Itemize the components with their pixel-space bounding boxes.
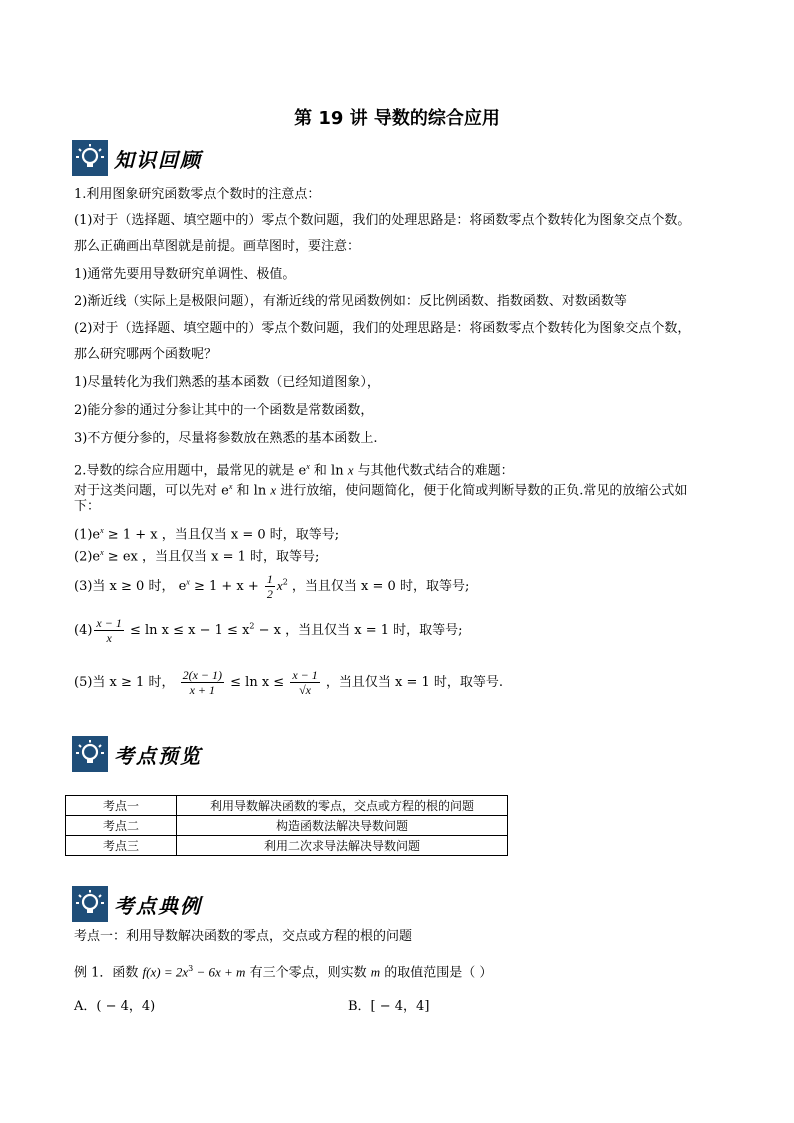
section-header-preview bbox=[72, 734, 202, 774]
formula-3-x: x bbox=[276, 578, 283, 593]
para-1: 1.利用图象研究函数零点个数时的注意点： bbox=[74, 187, 321, 202]
para-2: (1)对于（选择题、填空题中的）零点个数问题，我们的处理思路是：将函数零点个数转化为图象交点个数。 bbox=[74, 213, 691, 228]
para-11-a: 2.导数的综合应用题中，最常见的就是 e bbox=[74, 463, 307, 479]
formula-5 bbox=[74, 668, 503, 697]
lightbulb-icon bbox=[72, 886, 108, 922]
formula-5-b: ≤ ln x ≤ bbox=[226, 675, 289, 690]
table-cell-desc: 利用导数解决函数的零点，交点或方程的根的问题 bbox=[177, 796, 508, 816]
para-12 bbox=[74, 478, 687, 500]
question-prefix: 例 1．函数 bbox=[74, 965, 143, 981]
table-cell-desc: 利用二次求导法解决导数问题 bbox=[177, 836, 508, 856]
para-11 bbox=[74, 458, 514, 480]
formula-3-exp: 2 bbox=[282, 577, 288, 587]
formula-5-fraction-1 bbox=[181, 668, 224, 697]
section-title-preview: 考点预览 bbox=[114, 743, 202, 768]
para-12-e: 进行放缩，使问题简化，便于化简或判断导数的正负.常见的放缩公式如 bbox=[276, 483, 688, 499]
formula-5-num-1: 2(x − 1) bbox=[182, 668, 222, 682]
question-func: f(x) = 2x bbox=[142, 964, 189, 980]
option-a: A．( − 4，4) bbox=[74, 999, 156, 1014]
formula-2 bbox=[74, 544, 319, 566]
para-11-x: x bbox=[347, 462, 354, 478]
table-row bbox=[66, 816, 508, 836]
para-4: 1)通常先要用导数研究单调性、极值。 bbox=[74, 267, 296, 282]
formula-3-sup: x bbox=[186, 577, 190, 587]
para-8: 1)尽量转化为我们熟悉的基本函数（已经知道图象）， bbox=[74, 375, 380, 390]
formula-3 bbox=[74, 572, 469, 601]
formula-2-sup: x bbox=[100, 548, 104, 557]
example-topic-heading: 考点一：利用导数解决函数的零点，交点或方程的根的问题 bbox=[74, 929, 413, 944]
formula-3-c: ≥ 1 + x + bbox=[189, 579, 263, 594]
para-5: 2)渐近线（实际上是极限问题），有渐近线的常见函数例如：反比例函数、指数函数、对数函数等 bbox=[74, 294, 627, 309]
table-cell-topic: 考点二 bbox=[66, 816, 177, 836]
para-3: 那么正确画出草图就是前提。画草图时，要注意： bbox=[74, 239, 361, 254]
example-1-question bbox=[74, 960, 492, 982]
option-b: B．[ − 4，4] bbox=[348, 999, 430, 1014]
table-row bbox=[66, 836, 508, 856]
para-12-a: 对于这类问题，可以先对 e bbox=[74, 483, 229, 499]
formula-5-den-2: √x bbox=[299, 683, 311, 697]
formula-4-d: − x ，当且仅当 x = 1 时，取等号; bbox=[254, 623, 463, 638]
formula-1-c: ≥ 1 + x ，当且仅当 x = 0 时，取等号; bbox=[103, 527, 340, 543]
para-7: 那么研究哪两个函数呢？ bbox=[74, 347, 218, 362]
formula-5-fraction-2 bbox=[290, 668, 319, 697]
lightbulb-icon bbox=[72, 736, 108, 772]
question-suffix: 的取值范围是（ ） bbox=[380, 965, 493, 981]
para-12-sup: x bbox=[228, 482, 233, 491]
question-func-tail: − 6x + m bbox=[193, 964, 246, 980]
question-exp: 3 bbox=[188, 964, 194, 973]
lightbulb-icon bbox=[72, 140, 108, 176]
formula-2-a: (2)e bbox=[74, 549, 101, 565]
page-title: 第 19 讲 导数的综合应用 bbox=[294, 108, 500, 129]
topic-table bbox=[65, 795, 508, 856]
para-9: 2)能分参的通过分参让其中的一个函数是常数函数， bbox=[74, 403, 374, 418]
formula-3-fraction bbox=[265, 572, 275, 601]
formula-4-fraction bbox=[94, 616, 123, 645]
formula-4-num: x − 1 bbox=[96, 616, 122, 630]
formula-5-num-2: x − 1 bbox=[292, 668, 318, 682]
formula-1-sup: x bbox=[100, 526, 104, 535]
para-11-e: 与其他代数式结合的难题： bbox=[353, 463, 514, 479]
section-title-examples: 考点典例 bbox=[114, 893, 202, 918]
formula-5-a: (5)当 x ≥ 1 时， bbox=[74, 675, 179, 690]
formula-3-f: ，当且仅当 x = 0 时，取等号; bbox=[287, 579, 470, 594]
para-11-sup: x bbox=[306, 462, 310, 471]
table-cell-topic: 考点三 bbox=[66, 836, 177, 856]
table-row bbox=[66, 796, 508, 816]
formula-5-den-1: x + 1 bbox=[189, 683, 215, 697]
formula-2-c: ≥ ex ，当且仅当 x = 1 时，取等号; bbox=[103, 549, 320, 565]
formula-5-c: ，当且仅当 x = 1 时，取等号. bbox=[321, 675, 504, 690]
formula-1-a: (1)e bbox=[74, 527, 101, 543]
formula-4-a: (4) bbox=[74, 623, 93, 638]
formula-4-exp: 2 bbox=[249, 621, 255, 631]
formula-4-b: ≤ ln x ≤ x − 1 ≤ x bbox=[125, 623, 250, 638]
table-cell-desc: 构造函数法解决导数问题 bbox=[177, 816, 508, 836]
question-var: m bbox=[370, 964, 381, 980]
table-cell-topic: 考点一 bbox=[66, 796, 177, 816]
question-mid: 有三个零点，则实数 bbox=[245, 965, 371, 981]
formula-1 bbox=[74, 522, 339, 544]
para-10: 3)不方便分参的，尽量将参数放在熟悉的基本函数上. bbox=[74, 431, 378, 446]
section-header-examples bbox=[72, 884, 202, 924]
section-title-knowledge: 知识回顾 bbox=[114, 147, 202, 172]
para-12-x: x bbox=[270, 482, 277, 498]
para-6: (2)对于（选择题、填空题中的）零点个数问题，我们的处理思路是：将函数零点个数转化为图象交点个数， bbox=[74, 321, 691, 336]
formula-3-num: 1 bbox=[266, 572, 273, 586]
para-12-c: 和 ln bbox=[232, 483, 271, 499]
para-11-c: 和 ln bbox=[309, 463, 348, 479]
formula-4-den: x bbox=[106, 631, 112, 645]
formula-4 bbox=[74, 616, 463, 645]
para-12-cont: 下： bbox=[74, 499, 101, 514]
section-header-knowledge bbox=[72, 138, 202, 178]
formula-3-den: 2 bbox=[266, 587, 273, 601]
formula-3-a: (3)当 x ≥ 0 时， e bbox=[74, 579, 187, 594]
